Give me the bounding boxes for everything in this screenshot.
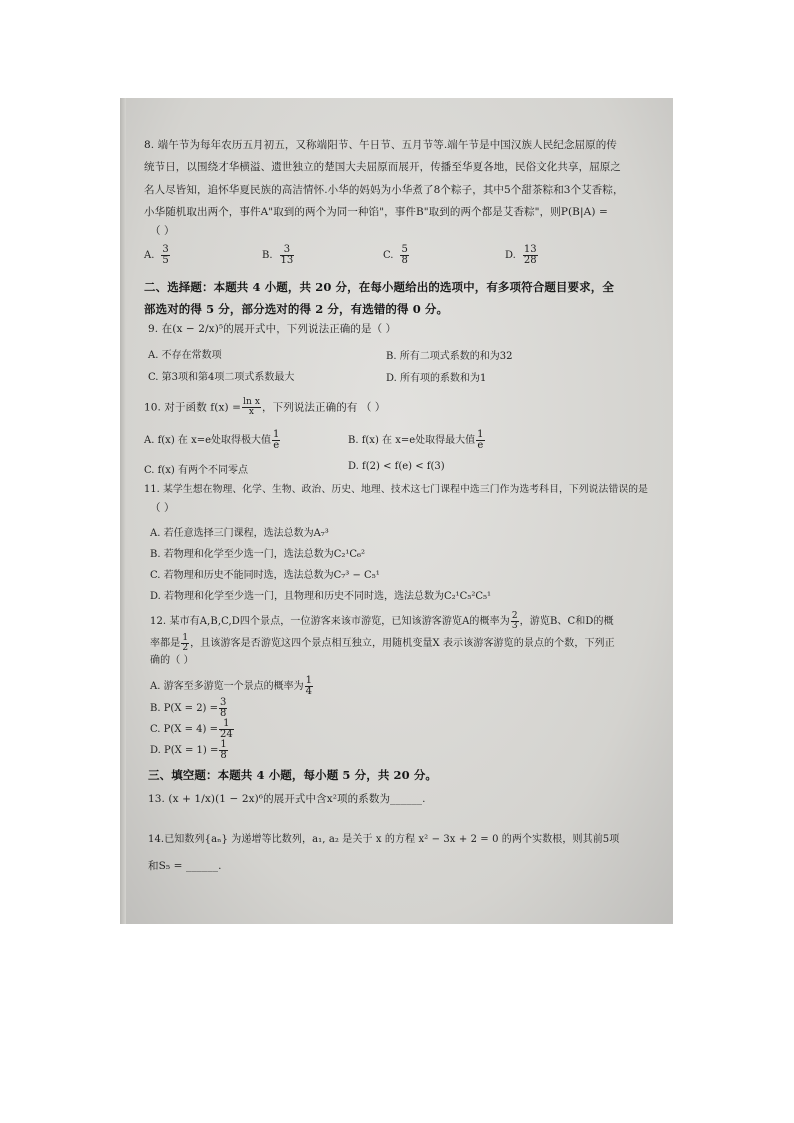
q10-option-d: D. f(2) < f(e) < f(3) [348, 461, 445, 472]
q10-stem: 10. 对于函数 f(x) = $\frac{\text{ln x}}{x}$ ，下列说法正确的有 （ ） [144, 397, 386, 417]
q12-option-b: B. P(X = 2) = $\frac{3}{8}$ [150, 697, 227, 719]
section-2-header-line-2: 部选对的得 5 分，部分选对的得 2 分，有选错的得 0 分。 [144, 302, 449, 316]
q12-line-2: 率都是 $\frac{1}{2}$ ，且该游客是否游览这四个景点相互独立，用随机变量X 表示该游客游览的景点的个数，下列正 [150, 633, 615, 653]
q11-option-d: D. 若物理和化学至少选一门，且物理和历史不同时选，选法总数为C₂¹C₅²C₅¹ [150, 591, 492, 602]
q10-option-c: C. f(x) 有两个不同零点 [144, 465, 248, 476]
section-3-header: 三、填空题：本题共 4 小题，每小题 5 分，共 20 分。 [148, 768, 438, 782]
q12-option-c: C. P(X = 4) = $\frac{1}{24}$ [150, 718, 233, 740]
q12-line-3: 确的（ ） [150, 655, 194, 666]
q8-line-2: 统节日，以围绕才华横溢、遗世独立的楚国大夫屈原而展开，传播至华夏各地，民俗文化共享，屈原之 [144, 161, 621, 173]
q9-binomial-expr: (x − 2/x)⁵ [172, 323, 224, 335]
photographed-exam-page [120, 98, 673, 924]
q11-option-b: B. 若物理和化学至少选一门，选法总数为C₂¹C₆² [150, 549, 366, 560]
q10-option-b: B. f(x) 在 x=e处取得最大值 $\frac{1}{e}$ [348, 429, 484, 451]
q8-answer-paren: （ ） [150, 225, 175, 237]
section-2-header-line-1: 二、选择题：本题共 4 小题，共 20 分，在每小题给出的选项中，有多项符合题目要求，全 [144, 280, 614, 294]
q11-option-a: A. 若任意选择三门课程，选法总数为A₇³ [150, 528, 329, 539]
q10-function-fraction: $\frac{\text{ln x}}{x}$ [243, 397, 261, 417]
q10-option-a: A. f(x) 在 x=e处取得极大值 $\frac{1}{e}$ [144, 429, 280, 451]
q8-option-c-fraction: $\frac{5}{8}$ [401, 244, 408, 266]
q9-stem: 9. 在(x − 2/x)⁵的展开式中，下列说法正确的是（ ） [148, 323, 397, 335]
q9-option-c: C. 第3项和第4项二项式系数最大 [148, 372, 295, 383]
q8-line-4: 小华随机取出两个，事件A"取到的两个为同一种馅"，事件B"取到的两个都是艾香粽"，则P(B|A) = [144, 206, 608, 218]
q8-option-a: A. $\frac{3}{5}$ [144, 244, 169, 266]
q8-line-3: 名人尽皆知，追怀华夏民族的高洁情怀.小华的妈妈为小华煮了8个粽子，其中5个甜茶粽和3个艾香粽， [144, 184, 624, 196]
q9-option-a: A. 不存在常数项 [148, 350, 222, 361]
q11-option-c: C. 若物理和历史不能同时选，选法总数为C₇³ − C₅¹ [150, 570, 380, 581]
q12-line-1: 12. 某市有A,B,C,D四个景点，一位游客来该市游览，已知该游客游览A的概率为 $\frac{2}{3}$ ，游览B、C和D的概 [150, 611, 614, 631]
q8-option-b: B. $\frac{3}{13}$ [262, 244, 294, 266]
q8-option-d-fraction: $\frac{13}{28}$ [523, 244, 537, 266]
q9-option-d: D. 所有项的系数和为1 [386, 373, 487, 384]
q8-option-b-fraction: $\frac{3}{13}$ [280, 244, 294, 266]
q14-line-2: 和S₅ = ______. [148, 860, 222, 872]
q12-option-d: D. P(X = 1) = $\frac{1}{8}$ [150, 739, 227, 761]
page-shadow-edge [120, 98, 126, 924]
q8-option-c: C. $\frac{5}{8}$ [383, 244, 408, 266]
q11-stem: 11. 某学生想在物理、化学、生物、政治、历史、地理、技术这七门课程中选三门作为选考科目，下列说法错误的是 [144, 484, 649, 495]
q9-option-b: B. 所有二项式系数的和为32 [386, 351, 513, 362]
q11-answer-paren: （ ） [150, 502, 175, 514]
q8-option-d: D. $\frac{13}{28}$ [505, 244, 537, 266]
q12-option-a: A. 游客至多游览一个景点的概率为 $\frac{1}{4}$ [150, 675, 312, 697]
q13-text: 13. (x + 1/x)(1 − 2x)⁶的展开式中含x²项的系数为______. [148, 793, 426, 805]
q8-line-1: 8. 端午节为每年农历五月初五，又称端阳节、午日节、五月节等.端午节是中国汉族人民纪念屈原的传 [144, 139, 617, 151]
q8-option-a-fraction: $\frac{3}{5}$ [162, 244, 169, 266]
q14-line-1: 14.已知数列{aₙ} 为递增等比数列，a₁, a₂ 是关于 x 的方程 x² − 3x + 2 = 0 的两个实数根，则其前5项 [148, 834, 620, 845]
